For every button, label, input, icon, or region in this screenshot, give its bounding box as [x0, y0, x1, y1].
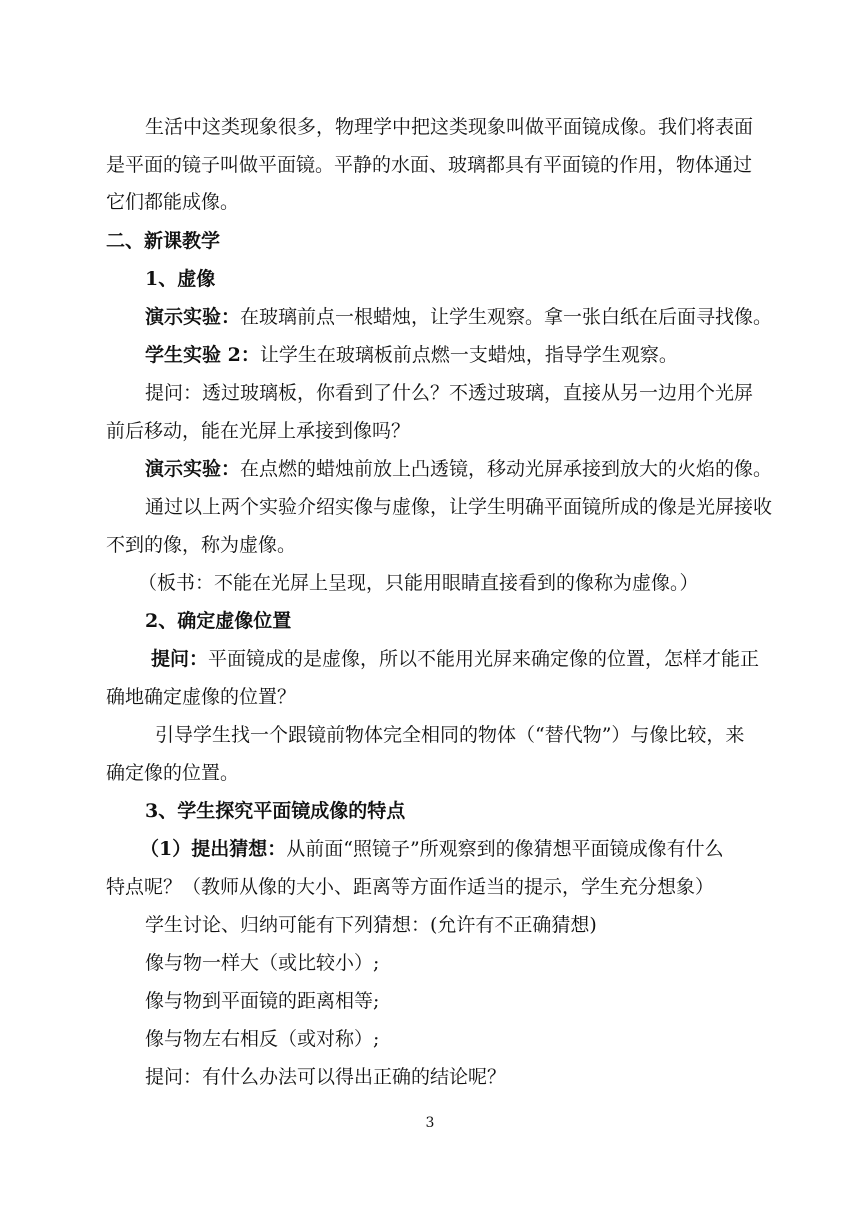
guess-item-2: 像与物到平面镜的距离相等;	[145, 990, 380, 1012]
hypothesis-line-2: 特点呢？（教师从像的大小、距离等方面作适当的提示，学生充分想象）	[106, 876, 715, 898]
student-experiment-2: 学生实验 2：让学生在玻璃板前点燃一支蜡烛，指导学生观察。	[145, 344, 678, 366]
question-locate-2: 确地确定虚像的位置？	[106, 686, 297, 708]
subheading-explore: 3、学生探究平面镜成像的特点	[145, 800, 406, 822]
guide-line-1: 引导学生找一个跟镜前物体完全相同的物体（“替代物”）与像比较，来	[155, 724, 745, 746]
demo-experiment-1: 演示实验：在玻璃前点一根蜡烛，让学生观察。拿一张白纸在后面寻找像。	[145, 306, 773, 328]
subheading-virtual-image: 1、虚像	[145, 268, 216, 290]
section-heading-new-lesson: 二、新课教学	[106, 230, 221, 252]
question-locate-1: 提问：平面镜成的是虚像，所以不能用光屏来确定像的位置，怎样才能正	[151, 648, 760, 670]
question-line-1: 提问：透过玻璃板，你看到了什么？不透过玻璃，直接从另一边用个光屏	[145, 382, 754, 404]
board-note: （板书：不能在光屏上呈现，只能用眼睛直接看到的像称为虚像。）	[138, 572, 699, 594]
summary-line-2: 不到的像，称为虚像。	[106, 534, 297, 556]
final-question: 提问：有什么办法可以得出正确的结论呢？	[145, 1066, 507, 1088]
guide-line-2: 确定像的位置。	[106, 762, 240, 784]
paragraph-line-1: 生活中这类现象很多，物理学中把这类现象叫做平面镜成像。我们将表面	[145, 116, 754, 138]
paragraph-line-2: 是平面的镜子叫做平面镜。平静的水面、玻璃都具有平面镜的作用，物体通过	[106, 154, 753, 176]
guess-item-1: 像与物一样大（或比较小）;	[145, 952, 380, 974]
page-number: 3	[425, 1115, 435, 1131]
guess-item-3: 像与物左右相反（或对称）;	[145, 1028, 380, 1050]
paragraph-line-3: 它们都能成像。	[106, 191, 240, 213]
discussion-line: 学生讨论、归纳可能有下列猜想：(允许有不正确猜想)	[145, 914, 597, 936]
hypothesis-line-1: （1）提出猜想：从前面“照镜子”所观察到的像猜想平面镜成像有什么	[140, 838, 724, 860]
question-line-2: 前后移动，能在光屏上承接到像吗？	[106, 420, 411, 442]
summary-line-1: 通过以上两个实验介绍实像与虚像，让学生明确平面镜所成的像是光屏接收	[145, 496, 773, 518]
demo-experiment-2: 演示实验：在点燃的蜡烛前放上凸透镜，移动光屏承接到放大的火焰的像。	[145, 458, 773, 480]
subheading-locate-image: 2、确定虚像位置	[145, 610, 292, 632]
